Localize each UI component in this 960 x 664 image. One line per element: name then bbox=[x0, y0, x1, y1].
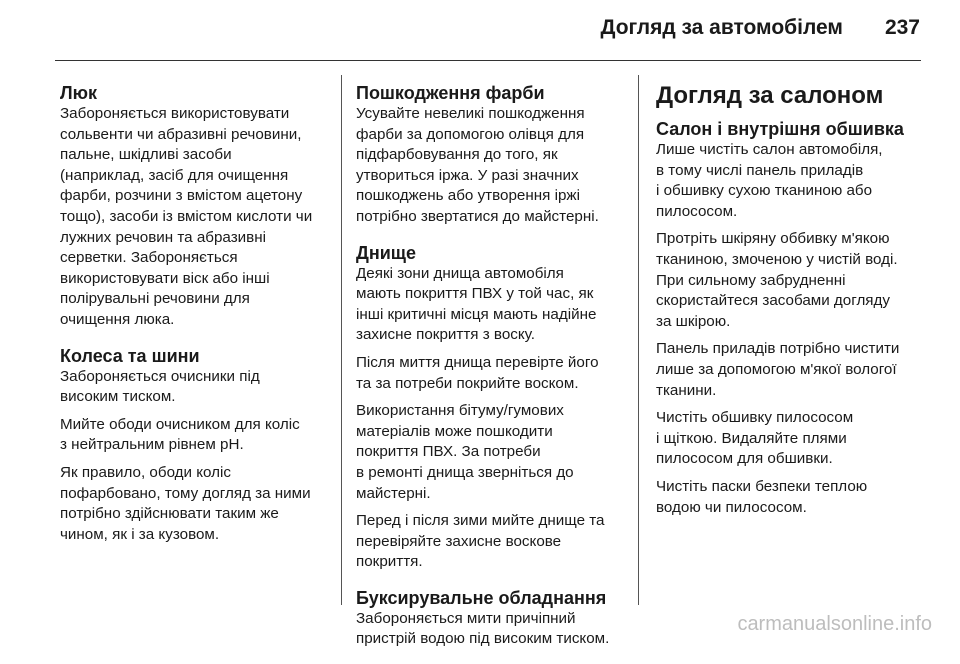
text-line: полірувальні речовини для bbox=[60, 290, 250, 308]
text-line: пристрій водою під високим тиском. bbox=[356, 630, 610, 648]
section bbox=[356, 587, 641, 650]
text-line: перевіряйте захисне воскове bbox=[356, 532, 562, 550]
text-line: утвориться іржа. У разі значних bbox=[356, 166, 579, 184]
paragraph bbox=[60, 463, 345, 545]
text-line: захисне покриття з воску. bbox=[356, 326, 535, 344]
text-line: пальне, шкідливі засоби bbox=[60, 146, 232, 164]
text-line: потрібно звертатися до майстерні. bbox=[356, 207, 599, 225]
paragraph bbox=[356, 104, 641, 228]
section-heading: Колеса та шини bbox=[60, 345, 200, 366]
watermark: carmanualsonline.info bbox=[737, 613, 932, 635]
paragraph bbox=[656, 140, 941, 222]
text-line: скористайтеся засобами догляду bbox=[656, 292, 890, 310]
text-line: Після миття днища перевірте його bbox=[356, 353, 599, 371]
text-line: майстерні. bbox=[356, 484, 431, 502]
section-heading: Салон і внутрішня обшивка bbox=[656, 119, 904, 139]
text-line: високим тиском. bbox=[60, 388, 176, 406]
text-line: в тому числі панель приладів bbox=[656, 161, 864, 179]
paragraph bbox=[656, 339, 941, 401]
text-line: фарби, розчини з вмістом ацетону bbox=[60, 187, 303, 205]
column-2 bbox=[356, 82, 641, 664]
text-line: покриття. bbox=[356, 553, 423, 571]
text-line: Перед і після зими мийте днище та bbox=[356, 512, 605, 530]
section-heading: Пошкодження фарби bbox=[356, 83, 545, 103]
paragraph bbox=[356, 401, 641, 504]
page-number: 237 bbox=[884, 16, 920, 39]
text-line: сольвенти чи абразивні речовини, bbox=[60, 125, 302, 143]
text-line: лише за допомогою м'якої вологої bbox=[656, 360, 897, 378]
section-title: Догляд за салоном bbox=[656, 82, 884, 109]
section bbox=[656, 118, 941, 518]
header-rule bbox=[55, 60, 921, 61]
text-line: пилососом для обшивки. bbox=[656, 450, 833, 468]
text-line: з нейтральним рівнем pH. bbox=[60, 436, 244, 454]
section bbox=[356, 82, 641, 228]
text-line: тощо), засоби із вмістом кислоти чи bbox=[60, 207, 313, 225]
text-line: Усувайте невеликі пошкодження bbox=[356, 105, 585, 122]
column-3 bbox=[656, 82, 941, 532]
text-line: тканиною, змоченою у чистій воді. bbox=[656, 250, 898, 268]
text-line: лужних речовин та абразивні bbox=[60, 228, 266, 246]
text-line: Панель приладів потрібно чистити bbox=[656, 340, 900, 358]
text-line: пофарбовано, тому догляд за ними bbox=[60, 484, 311, 502]
text-line: матеріалів може пошкодити bbox=[356, 422, 553, 440]
text-line: тканини. bbox=[656, 381, 717, 399]
paragraph bbox=[356, 609, 641, 650]
text-line: в ремонті днища зверніться до bbox=[356, 463, 574, 481]
text-line: серветки. Забороняється bbox=[60, 249, 238, 267]
paragraph bbox=[656, 477, 941, 518]
text-line: Деякі зони днища автомобіля bbox=[356, 264, 564, 282]
section-heading: Люк bbox=[60, 83, 98, 103]
text-line: водою чи пилососом. bbox=[656, 498, 807, 516]
text-line: Чистіть паски безпеки теплою bbox=[656, 477, 868, 495]
text-line: Забороняється мити причіпний bbox=[356, 609, 576, 627]
text-line: Лише чистіть салон автомобіля, bbox=[656, 141, 883, 158]
text-line: інші критичні місця мають надійне bbox=[356, 305, 597, 323]
text-line: чином, як і за кузовом. bbox=[60, 525, 220, 543]
text-line: і обшивку сухою тканиною або bbox=[656, 182, 873, 200]
section-heading: Буксирувальне обладнання bbox=[356, 587, 607, 608]
text-line: за шкірою. bbox=[656, 312, 731, 330]
text-line: мають покриття ПВХ у той час, як bbox=[356, 285, 594, 303]
text-line: Забороняється використовувати bbox=[60, 105, 290, 122]
paragraph bbox=[356, 264, 641, 346]
text-line: Чистіть обшивку пилососом bbox=[656, 409, 854, 427]
text-line: (наприклад, засіб для очищення bbox=[60, 166, 289, 184]
paragraph bbox=[60, 104, 345, 331]
text-line: пошкоджень або утворення іржі bbox=[356, 187, 580, 205]
text-line: потрібно здійснювати таким же bbox=[60, 505, 279, 523]
text-line: очищення люка. bbox=[60, 310, 175, 328]
text-line: Використання бітуму/гумових bbox=[356, 402, 564, 420]
text-line: Забороняється очисники під bbox=[60, 367, 260, 385]
header-title: Догляд за автомобілем bbox=[600, 16, 843, 39]
text-line: покриття ПВХ. За потреби bbox=[356, 443, 541, 461]
section bbox=[60, 82, 345, 331]
text-line: та за потреби покрийте воском. bbox=[356, 374, 579, 392]
paragraph bbox=[60, 367, 345, 408]
text-line: фарби за допомогою олівця для bbox=[356, 125, 585, 143]
paragraph bbox=[60, 415, 345, 456]
text-line: При сильному забрудненні bbox=[656, 271, 846, 289]
text-line: підфарбовування до того, як bbox=[356, 146, 558, 164]
text-line: і щіткою. Видаляйте плями bbox=[656, 429, 847, 447]
text-line: використовувати віск або інші bbox=[60, 269, 270, 287]
paragraph bbox=[356, 353, 641, 394]
paragraph bbox=[656, 408, 941, 470]
text-line: Протріть шкіряну оббивку м'якою bbox=[656, 230, 890, 248]
paragraph bbox=[656, 229, 941, 332]
page-header bbox=[600, 16, 920, 40]
text-line: Мийте ободи очисником для коліс bbox=[60, 415, 300, 433]
column-1 bbox=[60, 82, 345, 559]
text-line: Як правило, ободи коліс bbox=[60, 463, 231, 481]
paragraph bbox=[356, 511, 641, 573]
section bbox=[356, 242, 641, 573]
section bbox=[60, 345, 345, 546]
text-line: пилососом. bbox=[656, 202, 738, 220]
section-heading: Днище bbox=[356, 242, 416, 263]
